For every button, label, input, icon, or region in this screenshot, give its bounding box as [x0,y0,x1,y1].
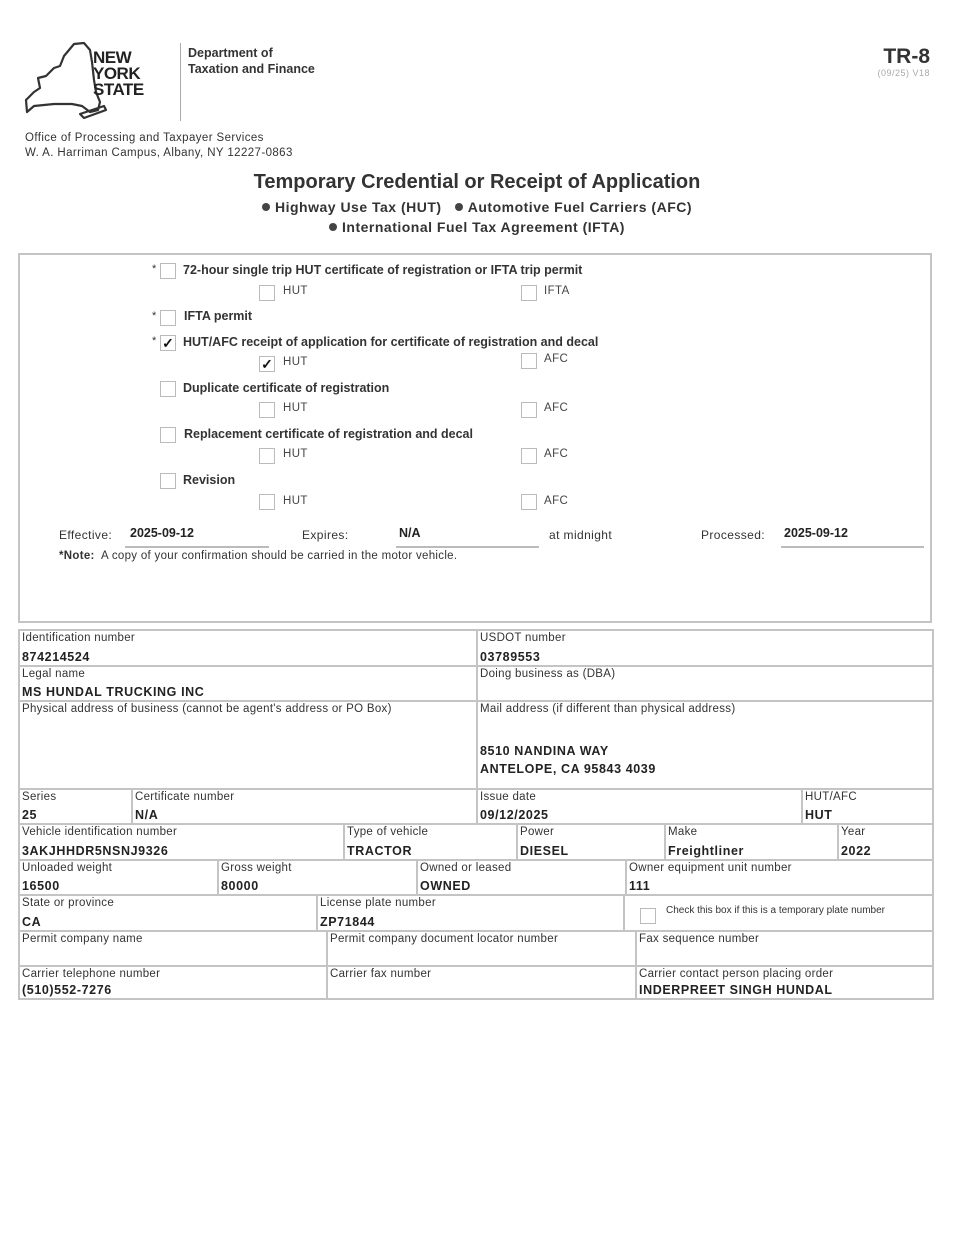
field-label: Permit company document locator number [330,933,559,945]
field-label: Fax sequence number [639,933,760,945]
option-revision-label: Revision [183,473,236,487]
option-replacement-hut-checkbox[interactable] [259,448,275,464]
option-ifta-permit-label: IFTA permit [184,309,253,323]
note [59,550,457,562]
processed-underline [781,546,924,548]
effective-label: Effective: [59,528,113,542]
field-value: N/A [135,808,159,822]
field-plate-number[interactable] [318,896,625,932]
field-owned-or-leased[interactable] [418,861,627,896]
note-text: A copy of your confirmation should be carried in the motor vehicle. [101,550,458,562]
form-id: TR-8 [883,45,930,68]
checkmark-icon: ✓ [261,356,273,372]
option-replacement-afc-label: AFC [544,448,569,460]
field-unloaded-weight[interactable] [20,861,219,896]
option-revision-checkbox[interactable] [160,473,176,489]
at-midnight-label: at midnight [549,528,613,542]
field-value: 25 [22,808,38,822]
program-line-1 [0,199,954,215]
field-label: Carrier contact person placing order [639,968,834,980]
processed-date[interactable]: 2025-09-12 [784,526,848,540]
option-72hour-hut-label: HUT [283,285,308,297]
field-usdot-number[interactable] [478,631,932,667]
option-hut-afc-receipt-hut-label: HUT [283,356,308,368]
logo-word-state: STATE [93,80,144,99]
field-carrier-fax[interactable] [328,967,637,998]
field-value: 03789553 [480,650,541,664]
option-replacement-label: Replacement certificate of registration and decal [184,427,473,441]
field-dba[interactable] [478,667,932,702]
field-label: Type of vehicle [347,826,429,838]
field-label: Carrier fax number [330,968,432,980]
required-asterisk: * [152,310,157,322]
field-value: 3AKJHHDR5NSNJ9326 [22,844,169,858]
expires-date[interactable]: N/A [399,526,421,540]
office-line2: W. A. Harriman Campus, Albany, NY 12227-0863 [25,147,293,159]
logo-word-york: YORK [93,64,141,83]
field-carrier-phone[interactable] [20,967,328,998]
option-duplicate-afc-checkbox[interactable] [521,402,537,418]
field-label: Gross weight [221,862,292,874]
field-value: ZP71844 [320,915,375,929]
option-replacement-checkbox[interactable] [160,427,176,443]
field-label: Permit company name [22,933,143,945]
option-replacement-afc-checkbox[interactable] [521,448,537,464]
field-value: 09/12/2025 [480,808,549,822]
field-value: DIESEL [520,844,569,858]
bullet-icon [329,223,337,231]
field-hut-afc[interactable] [803,790,932,825]
option-revision-afc-checkbox[interactable] [521,494,537,510]
expires-label: Expires: [302,528,349,542]
field-series[interactable] [20,790,133,825]
option-duplicate-checkbox[interactable] [160,381,176,397]
required-asterisk: * [152,335,157,347]
bullet-icon [455,203,463,211]
field-carrier-contact[interactable] [637,967,932,998]
field-mail-address[interactable] [478,702,932,790]
field-label: Make [668,826,698,838]
field-make[interactable] [666,825,839,861]
option-72hour-hut-checkbox[interactable] [259,285,275,301]
program-hut: Highway Use Tax (HUT) [274,199,442,215]
office-address [25,131,293,161]
logo-wordmark [93,50,144,98]
option-revision-hut-checkbox[interactable] [259,494,275,510]
field-value: 111 [629,879,651,893]
option-hut-afc-receipt-checkbox[interactable] [160,335,176,351]
option-hut-afc-receipt-label: HUT/AFC receipt of application for certificate of registration and decal [183,335,599,349]
registration-details-grid [18,629,934,1000]
field-label: Series [22,791,57,803]
field-value: 16500 [22,879,60,893]
option-duplicate-label: Duplicate certificate of registration [183,381,390,395]
field-fax-sequence[interactable] [637,932,932,967]
field-value: (510)552-7276 [22,983,112,997]
option-72hour-label: 72-hour single trip HUT certificate of registration or IFTA trip permit [183,263,583,277]
field-physical-address[interactable] [20,702,478,790]
field-label: Doing business as (DBA) [480,668,616,680]
credential-options-panel [18,253,932,623]
note-prefix: *Note: [59,550,95,562]
field-label: State or province [22,897,115,909]
option-72hour-checkbox[interactable] [160,263,176,279]
option-72hour-ifta-checkbox[interactable] [521,285,537,301]
field-label: Physical address of business (cannot be agent's address or PO Box) [22,703,392,715]
required-asterisk: * [152,263,157,275]
mail-address-line2: ANTELOPE, CA 95843 4039 [480,762,656,776]
field-value: 874214524 [22,650,90,664]
option-hut-afc-receipt-afc-label: AFC [544,353,569,365]
field-permit-company-name[interactable] [20,932,328,967]
header-divider [180,43,181,121]
field-gross-weight[interactable] [219,861,418,896]
field-unit-number[interactable] [627,861,932,896]
field-identification-number[interactable] [20,631,478,667]
office-line1: Office of Processing and Taxpayer Services [25,132,264,144]
page-title: Temporary Credential or Receipt of Application [253,171,701,193]
field-label: Vehicle identification number [22,826,178,838]
department-line1: Department of [188,46,273,60]
program-line-2 [0,219,954,235]
field-permit-doc-locator[interactable] [328,932,637,967]
field-label: Legal name [22,668,86,680]
field-value: Freightliner [668,844,744,858]
option-duplicate-afc-label: AFC [544,402,569,414]
program-ifta: International Fuel Tax Agreement (IFTA) [342,219,625,235]
effective-underline [125,546,269,548]
checkmark-icon: ✓ [162,335,174,351]
field-issue-date[interactable] [478,790,803,825]
field-label: License plate number [320,897,436,909]
field-power[interactable] [518,825,666,861]
field-value: HUT [805,808,833,822]
expires-underline [396,546,539,548]
processed-label: Processed: [701,528,766,542]
temp-plate-checkbox[interactable] [640,908,656,924]
option-revision-hut-label: HUT [283,495,308,507]
program-afc: Automotive Fuel Carriers (AFC) [467,199,693,215]
field-value: 2022 [841,844,872,858]
field-value: INDERPREET SINGH HUNDAL [639,983,833,997]
option-72hour-ifta-label: IFTA [544,285,570,297]
field-state[interactable] [20,896,318,932]
option-hut-afc-receipt-afc-checkbox[interactable] [521,353,537,369]
option-duplicate-hut-label: HUT [283,402,308,414]
field-value: MS HUNDAL TRUCKING INC [22,685,205,699]
field-label: Owned or leased [420,862,512,874]
department-line2: Taxation and Finance [188,62,315,76]
effective-date[interactable]: 2025-09-12 [130,526,194,540]
field-label: Unloaded weight [22,862,113,874]
mail-address-line1: 8510 NANDINA WAY [480,744,609,758]
option-ifta-permit-checkbox[interactable] [160,310,176,326]
field-temp-plate [625,896,932,932]
bullet-icon [262,203,270,211]
field-value: OWNED [420,879,471,893]
field-value: CA [22,915,42,929]
field-legal-name[interactable] [20,667,478,702]
field-vin[interactable] [20,825,345,861]
field-label: Certificate number [135,791,235,803]
option-revision-afc-label: AFC [544,495,569,507]
field-value: TRACTOR [347,844,413,858]
field-value: 80000 [221,879,259,893]
option-replacement-hut-label: HUT [283,448,308,460]
field-label: HUT/AFC [805,791,857,803]
field-label: Mail address (if different than physical address) [480,703,736,715]
temp-plate-label: Check this box if this is a temporary plate number [666,905,885,916]
field-vehicle-type[interactable] [345,825,518,861]
field-label: Issue date [480,791,537,803]
option-duplicate-hut-checkbox[interactable] [259,402,275,418]
field-label: Power [520,826,555,838]
option-hut-afc-receipt-hut-checkbox[interactable] [259,356,275,372]
field-label: USDOT number [480,632,566,644]
form-version: (09/25) V18 [877,68,930,78]
field-certificate-number[interactable] [133,790,478,825]
field-label: Carrier telephone number [22,968,161,980]
field-label: Owner equipment unit number [629,862,792,874]
field-year[interactable] [839,825,932,861]
logo-word-new: NEW [93,48,132,67]
field-label: Identification number [22,632,136,644]
field-label: Year [841,826,866,838]
department-name [188,45,315,77]
